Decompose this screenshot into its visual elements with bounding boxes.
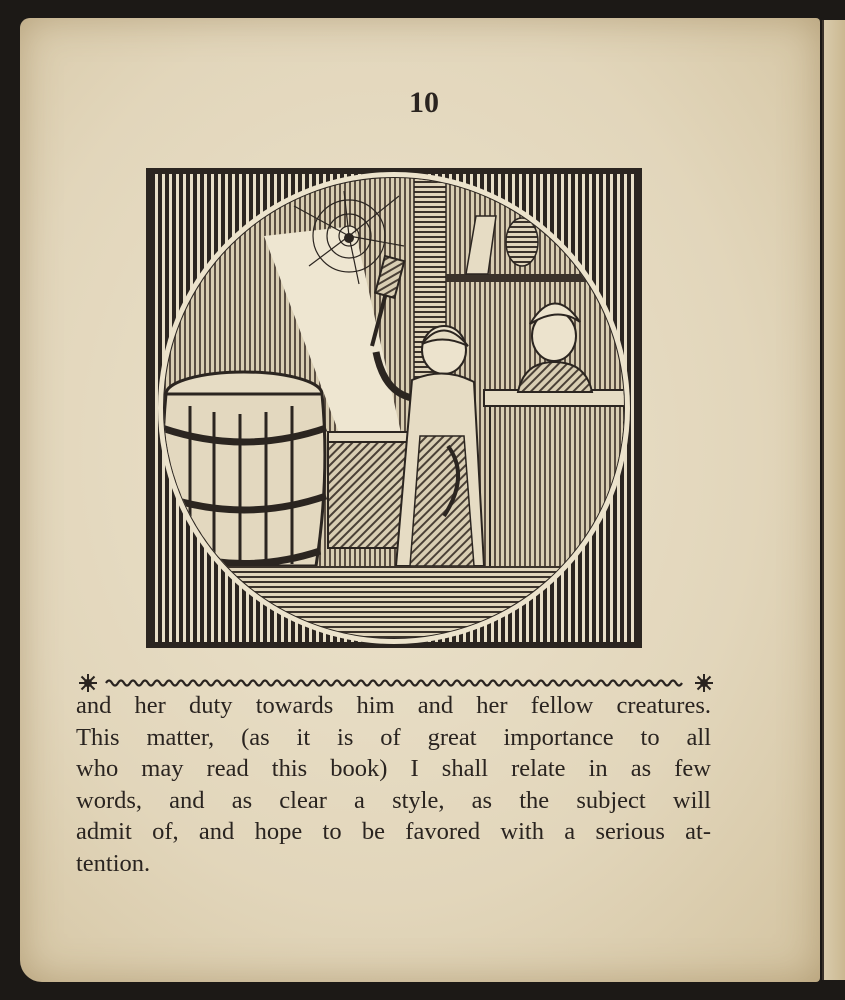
text-line: admit of, and hope to be favored with a serious at- [76,818,711,846]
text-line: words, and as clear a style, as the subject will [76,786,711,814]
text-line: tention. [76,849,151,877]
adjacent-page-edge [822,20,845,980]
book-page [20,18,820,982]
body-paragraph [76,690,711,880]
wavy-rule [106,681,682,686]
text-line: This matter, (as it is of great importance to all [76,723,711,751]
text-line: who may read this book) I shall relate in as few [76,755,711,783]
text-line: and her duty towards him and her fellow creatures. [76,692,711,719]
woodcut-illustration [144,166,644,650]
page-number: 10 [409,86,439,119]
